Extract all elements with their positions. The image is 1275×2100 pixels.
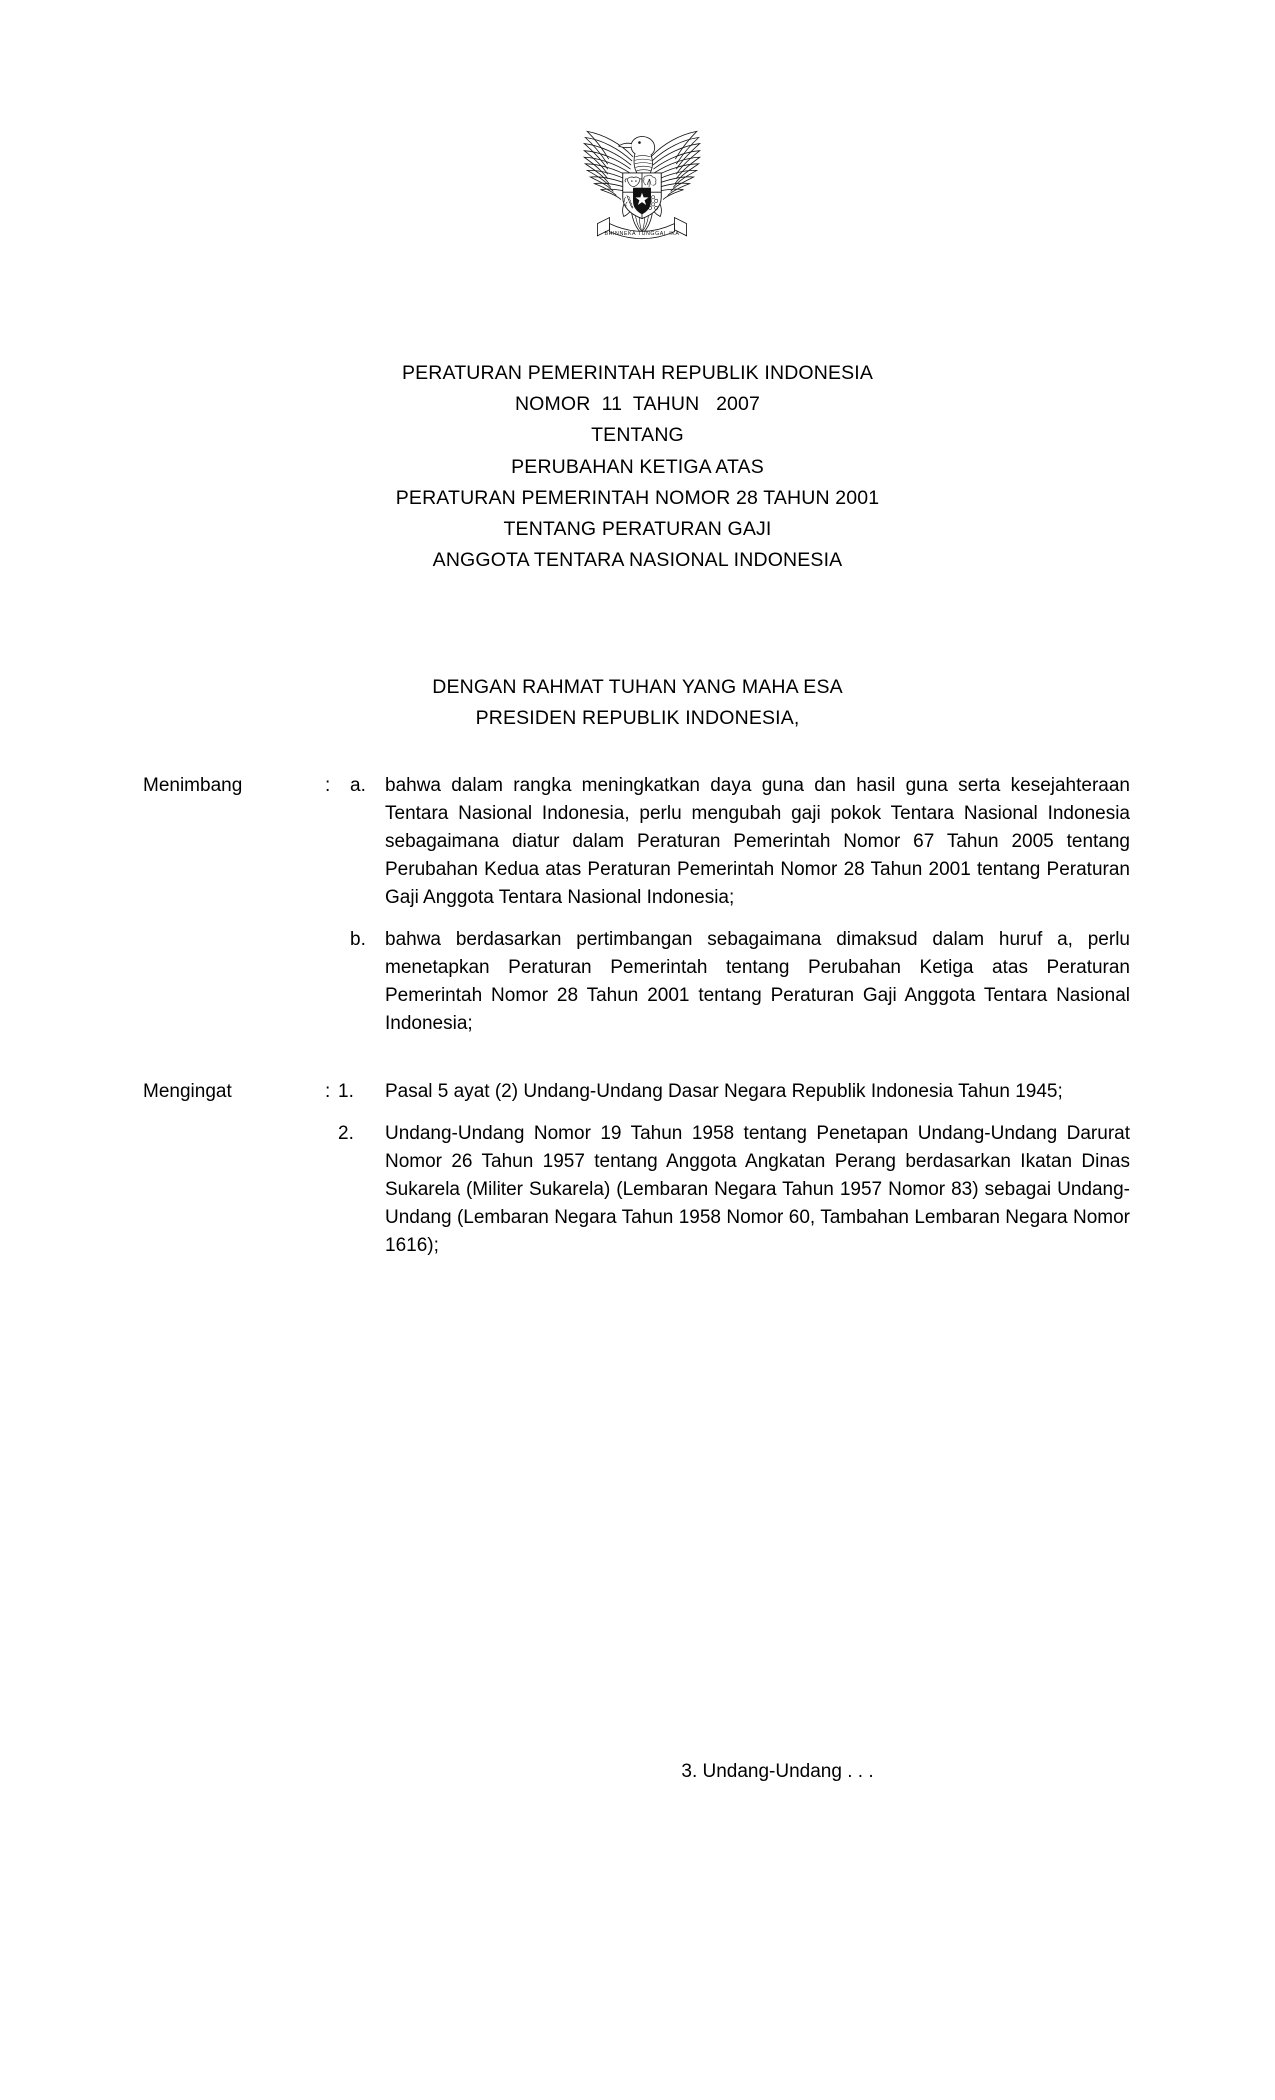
title-line-subject-1: PERUBAHAN KETIGA ATAS bbox=[511, 455, 764, 478]
menimbang-item-b bbox=[0, 926, 1275, 1038]
mengingat-label: Mengingat bbox=[143, 1081, 232, 1102]
national-emblem-container bbox=[0, 108, 1275, 249]
invocation-line: DENGAN RAHMAT TUHAN YANG MAHA ESA bbox=[432, 676, 843, 698]
emblem-motto: BHINNEKA TUNGGAL IKA bbox=[604, 230, 679, 237]
garuda-pancasila-emblem bbox=[566, 108, 718, 244]
menimbang-label: Menimbang bbox=[143, 775, 243, 796]
menimbang-marker-a: a. bbox=[350, 775, 366, 796]
president-line: PRESIDEN REPUBLIK INDONESIA, bbox=[475, 707, 800, 730]
spacer bbox=[0, 1038, 1275, 1078]
mengingat-item-1 bbox=[0, 1078, 1275, 1106]
menimbang-item-a bbox=[0, 772, 1275, 912]
menimbang-colon: : bbox=[325, 775, 331, 796]
title-line-number-year: NOMOR 11 TAHUN 2007 bbox=[514, 393, 761, 416]
page-catchphrase: 3. Undang-Undang . . . bbox=[681, 1761, 874, 1782]
mengingat-item-2 bbox=[0, 1120, 1275, 1260]
title-line-tentang: TENTANG bbox=[591, 424, 684, 447]
menimbang-text-a: bahwa dalam rangka meningkatkan daya guna dan hasil guna serta kesejahteraan Tentara Nasional Indonesia, perlu mengubah gaji pokok Tentara Nasional Indonesia sebagaimana diatur dalam Peraturan Pemerintah Nomor 67 Tahun 2005 tentang Perubahan Kedua atas Peraturan Pemerintah Nomor 28 Tahun 2001 tentang Peraturan Gaji Anggota Tentara Nasional Indonesia; bbox=[385, 775, 1130, 908]
mengingat-colon: : bbox=[325, 1081, 331, 1102]
menimbang-group bbox=[0, 772, 1275, 1038]
menimbang-marker-b: b. bbox=[350, 929, 366, 950]
title-line-subject-4: ANGGOTA TENTARA NASIONAL INDONESIA bbox=[432, 549, 843, 572]
title-line-subject-3: TENTANG PERATURAN GAJI bbox=[503, 518, 772, 541]
mengingat-group bbox=[0, 1078, 1275, 1260]
menimbang-text-b: bahwa berdasarkan pertimbangan sebagaimana dimaksud dalam huruf a, perlu menetapkan Peraturan Pemerintah tentang Perubahan Ketiga atas Peraturan Pemerintah Nomor 28 Tahun 2001 tentang Peraturan Gaji Anggota Tentara Nasional Indonesia; bbox=[385, 929, 1130, 1034]
clauses-container bbox=[0, 772, 1275, 1260]
regulation-title-block bbox=[0, 358, 1275, 576]
opening-invocation-block bbox=[0, 672, 1275, 734]
title-line-subject-2: PERATURAN PEMERINTAH NOMOR 28 TAHUN 2001 bbox=[395, 486, 880, 509]
mengingat-text-1: Pasal 5 ayat (2) Undang-Undang Dasar Negara Republik Indonesia Tahun 1945; bbox=[385, 1081, 1063, 1102]
mengingat-text-2: Undang-Undang Nomor 19 Tahun 1958 tentang Penetapan Undang-Undang Darurat Nomor 26 Tahun 1957 tentang Anggota Angkatan Perang berdasarkan Ikatan Dinas Sukarela (Militer Sukarela) (Lembaran Negara Tahun 1957 Nomor 83) sebagai Undang-Undang (Lembaran Negara Tahun 1958 Nomor 60, Tambahan Lembaran Negara Nomor 1616); bbox=[385, 1123, 1130, 1256]
spacer bbox=[0, 912, 1275, 926]
mengingat-marker-2: 2. bbox=[338, 1123, 354, 1144]
spacer bbox=[0, 1106, 1275, 1120]
title-line-1: PERATURAN PEMERINTAH REPUBLIK INDONESIA bbox=[401, 362, 874, 384]
mengingat-marker-1: 1. bbox=[338, 1081, 354, 1102]
